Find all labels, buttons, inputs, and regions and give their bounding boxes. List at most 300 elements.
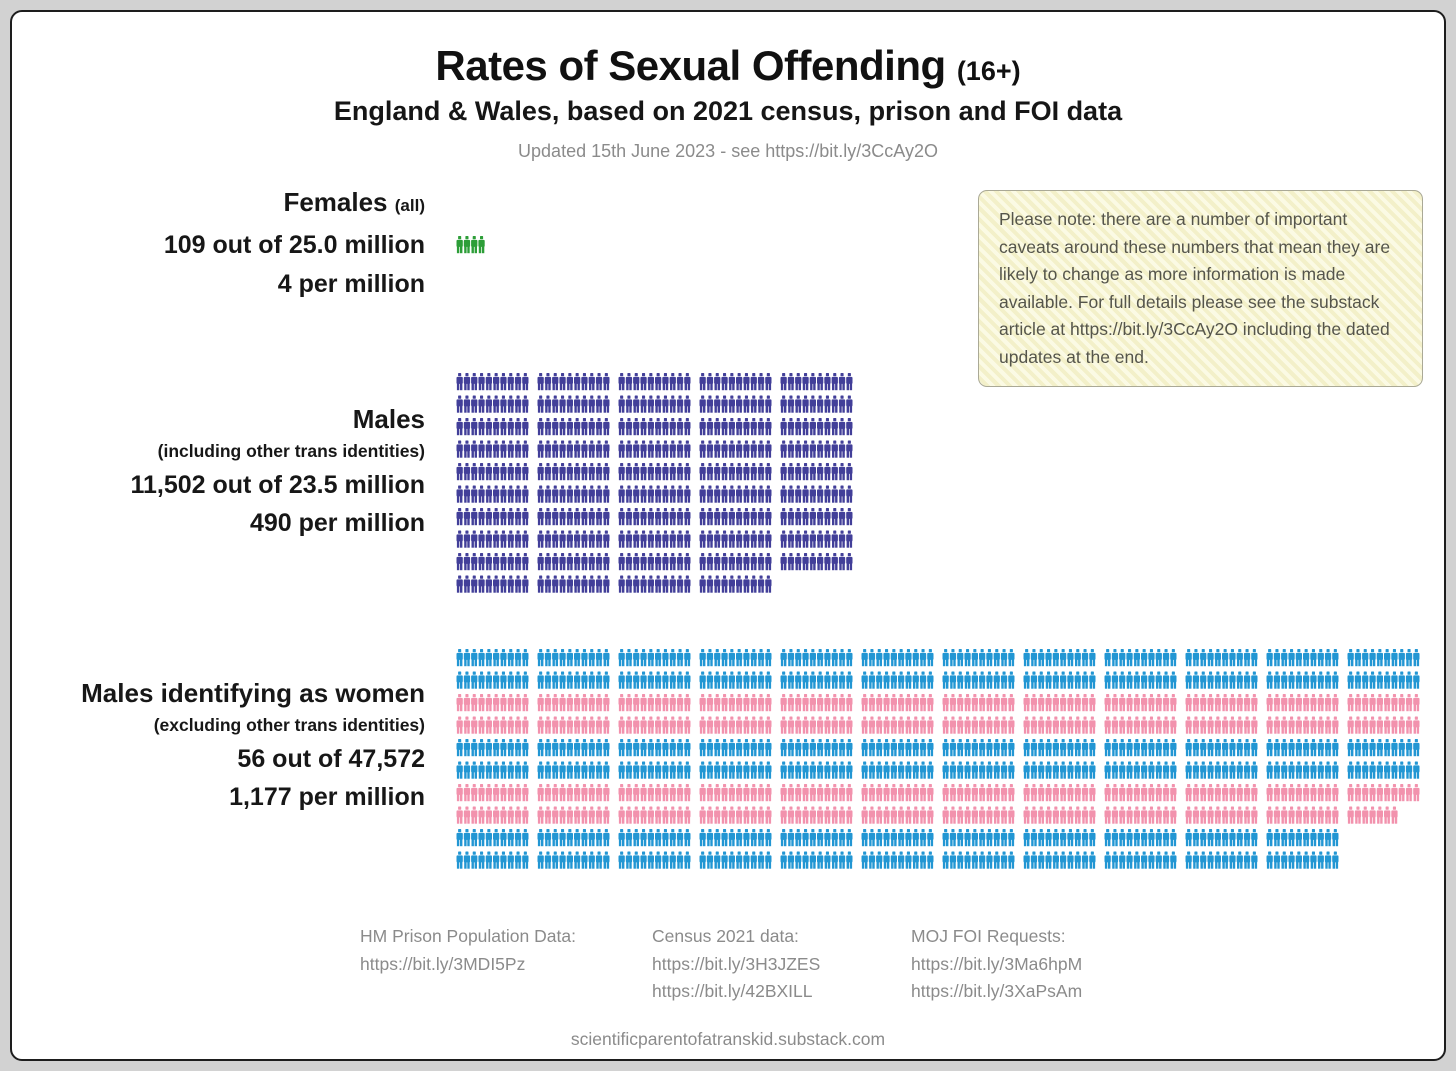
- person-icon: [1193, 784, 1199, 801]
- person-icon: [950, 717, 956, 734]
- person-icon: [1200, 739, 1206, 756]
- person-icon: [862, 694, 868, 711]
- person-icon: [1391, 649, 1397, 666]
- person-icon: [1134, 672, 1140, 689]
- person-icon: [832, 396, 838, 413]
- person-icon: [1303, 829, 1309, 846]
- person-icon: [596, 553, 602, 570]
- person-icon: [1318, 649, 1324, 666]
- source-title: Census 2021 data:: [652, 926, 799, 946]
- person-icon: [1024, 717, 1030, 734]
- person-icon: [464, 762, 470, 779]
- person-icon: [1067, 672, 1073, 689]
- person-icon: [457, 784, 463, 801]
- person-icon: [810, 463, 816, 480]
- person-icon: [1384, 649, 1390, 666]
- person-icon: [1229, 694, 1235, 711]
- person-icon: [596, 762, 602, 779]
- person-icon: [1207, 784, 1213, 801]
- person-icon: [994, 762, 1000, 779]
- person-icon: [1089, 807, 1095, 824]
- person-icon: [508, 762, 514, 779]
- person-icon: [721, 531, 727, 548]
- person-icon: [1296, 762, 1302, 779]
- person-icon: [655, 694, 661, 711]
- person-icon: [522, 649, 528, 666]
- person-icon: [626, 807, 632, 824]
- person-icon: [707, 486, 713, 503]
- person-icon: [1237, 807, 1243, 824]
- person-icon: [552, 463, 558, 480]
- person-icon: [538, 553, 544, 570]
- person-icon: [574, 418, 580, 435]
- person-icon: [1369, 739, 1375, 756]
- person-icon: [1186, 784, 1192, 801]
- person-icon: [684, 672, 690, 689]
- person-icon: [1251, 717, 1257, 734]
- person-icon: [1318, 672, 1324, 689]
- person-icon: [538, 672, 544, 689]
- person-icon: [1193, 717, 1199, 734]
- person-icon: [810, 531, 816, 548]
- person-icon: [574, 508, 580, 525]
- person-icon: [1060, 717, 1066, 734]
- person-icon: [765, 784, 771, 801]
- person-icon: [905, 852, 911, 869]
- person-icon: [1008, 829, 1014, 846]
- person-icon: [626, 829, 632, 846]
- person-icon: [1391, 694, 1397, 711]
- person-icon: [1186, 852, 1192, 869]
- person-icon: [986, 784, 992, 801]
- source-url: https://bit.ly/42BXILL: [652, 981, 813, 1001]
- person-icon: [832, 717, 838, 734]
- person-icon: [950, 694, 956, 711]
- person-icon: [1112, 784, 1118, 801]
- person-icon: [869, 694, 875, 711]
- person-icon: [788, 717, 794, 734]
- person-icon: [648, 553, 654, 570]
- person-icon: [1008, 649, 1014, 666]
- person-icon: [1089, 762, 1095, 779]
- person-icon: [824, 784, 830, 801]
- person-icon: [1222, 694, 1228, 711]
- person-icon: [1332, 694, 1338, 711]
- page-title-age-suffix: (16+): [956, 56, 1021, 86]
- person-icon: [898, 649, 904, 666]
- person-icon: [802, 829, 808, 846]
- person-icon: [898, 694, 904, 711]
- person-icon: [824, 486, 830, 503]
- person-icon: [891, 717, 897, 734]
- person-icon: [832, 807, 838, 824]
- person-icon: [824, 672, 830, 689]
- person-icon: [1200, 672, 1206, 689]
- person-icon: [1148, 694, 1154, 711]
- person-icon: [471, 672, 477, 689]
- person-icon: [781, 807, 787, 824]
- person-icon: [810, 649, 816, 666]
- person-icon: [1089, 694, 1095, 711]
- person-icon: [1200, 852, 1206, 869]
- person-icon: [1119, 852, 1125, 869]
- person-icon: [596, 784, 602, 801]
- person-icon: [1045, 807, 1051, 824]
- person-icon: [545, 396, 551, 413]
- person-icon: [957, 852, 963, 869]
- person-icon: [1267, 717, 1273, 734]
- person-icon: [810, 852, 816, 869]
- person-icon: [736, 531, 742, 548]
- person-icon: [655, 418, 661, 435]
- person-icon: [559, 463, 565, 480]
- person-icon: [1244, 739, 1250, 756]
- person-icon: [589, 576, 595, 593]
- person-icon: [670, 694, 676, 711]
- person-icon: [913, 829, 919, 846]
- person-icon: [522, 441, 528, 458]
- person-icon: [920, 649, 926, 666]
- person-icon: [581, 672, 587, 689]
- person-icon: [619, 441, 625, 458]
- person-icon: [677, 762, 683, 779]
- person-icon: [567, 463, 573, 480]
- person-icon: [1318, 762, 1324, 779]
- person-icon: [493, 373, 499, 390]
- person-icon: [515, 553, 521, 570]
- person-icon: [795, 553, 801, 570]
- person-icon: [1148, 807, 1154, 824]
- person-icon: [596, 739, 602, 756]
- person-icon: [1325, 739, 1331, 756]
- person-icon: [979, 717, 985, 734]
- person-icon: [1244, 762, 1250, 779]
- person-icon: [508, 508, 514, 525]
- person-icon: [1310, 829, 1316, 846]
- person-icon: [633, 373, 639, 390]
- person-icon: [846, 762, 852, 779]
- person-icon: [464, 508, 470, 525]
- person-icon: [729, 396, 735, 413]
- person-icon: [972, 784, 978, 801]
- person-icon: [1332, 672, 1338, 689]
- person-icon: [626, 694, 632, 711]
- person-icon: [714, 508, 720, 525]
- person-icon: [552, 531, 558, 548]
- person-icon: [648, 852, 654, 869]
- person-icon: [1082, 784, 1088, 801]
- person-icon: [1148, 762, 1154, 779]
- person-icon: [677, 463, 683, 480]
- person-icon: [1067, 694, 1073, 711]
- person-icon: [559, 694, 565, 711]
- person-icon: [1024, 672, 1030, 689]
- person-icon: [736, 418, 742, 435]
- person-icon: [1229, 649, 1235, 666]
- person-icon: [986, 717, 992, 734]
- person-icon: [464, 486, 470, 503]
- person-icon: [574, 649, 580, 666]
- person-icon: [457, 553, 463, 570]
- person-icon: [832, 784, 838, 801]
- person-icon: [1362, 784, 1368, 801]
- person-icon: [1134, 852, 1140, 869]
- person-icon: [1031, 739, 1037, 756]
- person-icon: [869, 852, 875, 869]
- person-icon: [655, 762, 661, 779]
- person-icon: [1274, 852, 1280, 869]
- person-icon: [700, 717, 706, 734]
- person-icon: [500, 762, 506, 779]
- person-icon: [589, 396, 595, 413]
- person-icon: [862, 784, 868, 801]
- person-icon: [920, 717, 926, 734]
- person-icon: [493, 829, 499, 846]
- person-icon: [1406, 739, 1412, 756]
- person-icon: [1244, 694, 1250, 711]
- person-icon: [1229, 739, 1235, 756]
- person-icon: [567, 852, 573, 869]
- person-icon: [972, 649, 978, 666]
- person-icon: [1244, 807, 1250, 824]
- person-icon: [876, 852, 882, 869]
- person-icon: [832, 463, 838, 480]
- person-icon: [1281, 762, 1287, 779]
- person-icon: [927, 694, 933, 711]
- females-rate-line: 4 per million: [277, 270, 425, 298]
- person-icon: [619, 418, 625, 435]
- males-icon-grid: [456, 373, 853, 603]
- person-icon: [736, 463, 742, 480]
- person-icon: [626, 739, 632, 756]
- person-icon: [891, 784, 897, 801]
- males-icon-grid-svg: [456, 373, 853, 598]
- person-icon: [1318, 807, 1324, 824]
- person-icon: [457, 236, 463, 253]
- person-icon: [1200, 694, 1206, 711]
- person-icon: [670, 717, 676, 734]
- person-icon: [700, 531, 706, 548]
- person-icon: [810, 373, 816, 390]
- person-icon: [707, 373, 713, 390]
- person-icon: [1053, 717, 1059, 734]
- person-icon: [522, 463, 528, 480]
- person-icon: [802, 694, 808, 711]
- person-icon: [1024, 852, 1030, 869]
- person-icon: [1391, 739, 1397, 756]
- person-icon: [1325, 852, 1331, 869]
- person-icon: [1237, 762, 1243, 779]
- person-icon: [581, 717, 587, 734]
- person-icon: [765, 649, 771, 666]
- person-icon: [670, 762, 676, 779]
- person-icon: [545, 694, 551, 711]
- person-icon: [1024, 784, 1030, 801]
- person-icon: [684, 441, 690, 458]
- person-icon: [486, 553, 492, 570]
- person-icon: [721, 852, 727, 869]
- person-icon: [1134, 829, 1140, 846]
- person-icon: [1222, 762, 1228, 779]
- person-icon: [567, 441, 573, 458]
- person-icon: [1384, 762, 1390, 779]
- person-icon: [655, 486, 661, 503]
- person-icon: [1200, 717, 1206, 734]
- person-icon: [957, 649, 963, 666]
- person-icon: [515, 396, 521, 413]
- person-icon: [486, 576, 492, 593]
- person-icon: [1193, 694, 1199, 711]
- person-icon: [1170, 694, 1176, 711]
- person-icon: [589, 739, 595, 756]
- person-icon: [552, 553, 558, 570]
- person-icon: [522, 486, 528, 503]
- person-icon: [471, 486, 477, 503]
- person-icon: [538, 508, 544, 525]
- person-icon: [626, 418, 632, 435]
- person-icon: [545, 717, 551, 734]
- person-icon: [1303, 694, 1309, 711]
- person-icon: [1288, 717, 1294, 734]
- person-icon: [1318, 694, 1324, 711]
- person-icon: [788, 694, 794, 711]
- person-icon: [1251, 829, 1257, 846]
- person-icon: [1001, 649, 1007, 666]
- person-icon: [824, 553, 830, 570]
- person-icon: [714, 373, 720, 390]
- person-icon: [500, 463, 506, 480]
- person-icon: [1267, 694, 1273, 711]
- person-icon: [626, 852, 632, 869]
- person-icon: [619, 784, 625, 801]
- person-icon: [633, 784, 639, 801]
- person-icon: [810, 717, 816, 734]
- person-icon: [862, 807, 868, 824]
- person-icon: [788, 553, 794, 570]
- person-icon: [714, 852, 720, 869]
- person-icon: [581, 396, 587, 413]
- person-icon: [788, 672, 794, 689]
- person-icon: [957, 807, 963, 824]
- person-icon: [869, 739, 875, 756]
- person-icon: [1075, 739, 1081, 756]
- person-icon: [994, 852, 1000, 869]
- person-icon: [1296, 717, 1302, 734]
- person-icon: [832, 508, 838, 525]
- person-icon: [824, 762, 830, 779]
- person-icon: [633, 441, 639, 458]
- person-icon: [457, 762, 463, 779]
- person-icon: [655, 807, 661, 824]
- person-icon: [957, 784, 963, 801]
- person-icon: [574, 807, 580, 824]
- person-icon: [677, 672, 683, 689]
- person-icon: [493, 672, 499, 689]
- person-icon: [457, 829, 463, 846]
- person-icon: [758, 418, 764, 435]
- person-icon: [1141, 717, 1147, 734]
- person-icon: [1274, 807, 1280, 824]
- person-icon: [743, 717, 749, 734]
- person-icon: [964, 852, 970, 869]
- person-icon: [795, 441, 801, 458]
- person-icon: [603, 807, 609, 824]
- person-icon: [810, 739, 816, 756]
- person-icon: [559, 396, 565, 413]
- person-icon: [662, 418, 668, 435]
- person-icon: [677, 717, 683, 734]
- person-icon: [802, 463, 808, 480]
- person-icon: [567, 694, 573, 711]
- person-icon: [957, 717, 963, 734]
- person-icon: [464, 418, 470, 435]
- person-icon: [832, 694, 838, 711]
- person-icon: [795, 373, 801, 390]
- person-icon: [1105, 694, 1111, 711]
- females-group-qualifier: (all): [394, 196, 425, 215]
- person-icon: [574, 441, 580, 458]
- person-icon: [515, 672, 521, 689]
- person-icon: [1215, 807, 1221, 824]
- person-icon: [898, 852, 904, 869]
- person-icon: [994, 694, 1000, 711]
- person-icon: [626, 576, 632, 593]
- person-icon: [1215, 784, 1221, 801]
- person-icon: [846, 807, 852, 824]
- person-icon: [574, 762, 580, 779]
- person-icon: [1251, 672, 1257, 689]
- person-icon: [1413, 694, 1419, 711]
- person-icon: [1325, 784, 1331, 801]
- person-icon: [684, 418, 690, 435]
- person-icon: [640, 672, 646, 689]
- person-icon: [471, 807, 477, 824]
- person-icon: [979, 784, 985, 801]
- person-icon: [700, 784, 706, 801]
- person-icon: [640, 396, 646, 413]
- person-icon: [1332, 739, 1338, 756]
- person-icon: [508, 829, 514, 846]
- person-icon: [1067, 852, 1073, 869]
- person-icon: [589, 418, 595, 435]
- person-icon: [640, 717, 646, 734]
- person-icon: [522, 829, 528, 846]
- source-column-census: [652, 923, 820, 1006]
- person-icon: [1112, 649, 1118, 666]
- person-icon: [1399, 717, 1405, 734]
- person-icon: [640, 531, 646, 548]
- person-icon: [1406, 784, 1412, 801]
- person-icon: [743, 373, 749, 390]
- person-icon: [1126, 739, 1132, 756]
- person-icon: [1031, 829, 1037, 846]
- person-icon: [765, 553, 771, 570]
- person-icon: [596, 717, 602, 734]
- person-icon: [765, 531, 771, 548]
- person-icon: [1075, 762, 1081, 779]
- person-icon: [633, 418, 639, 435]
- person-icon: [662, 739, 668, 756]
- person-icon: [817, 739, 823, 756]
- person-icon: [736, 762, 742, 779]
- person-icon: [508, 531, 514, 548]
- person-icon: [1186, 829, 1192, 846]
- person-icon: [765, 463, 771, 480]
- person-icon: [545, 672, 551, 689]
- person-icon: [538, 373, 544, 390]
- person-icon: [943, 739, 949, 756]
- person-icon: [802, 852, 808, 869]
